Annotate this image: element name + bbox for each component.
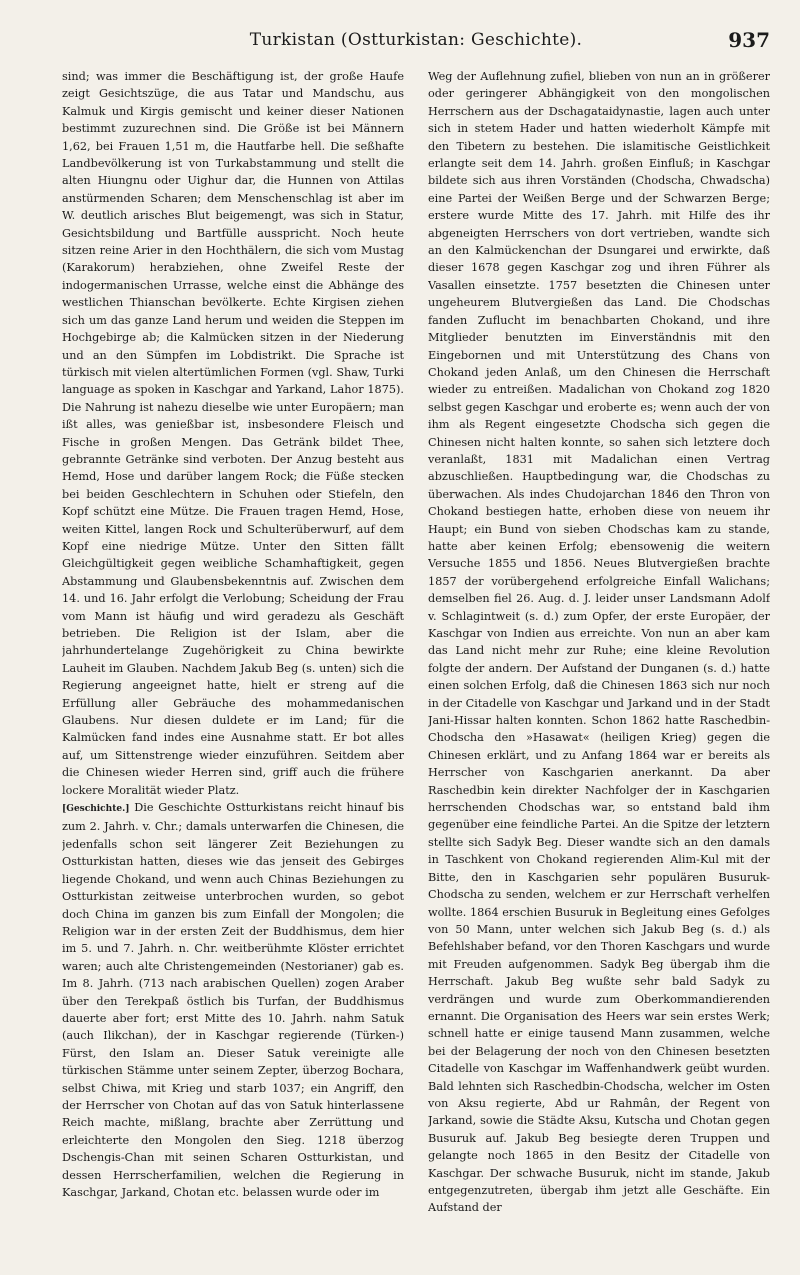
history-text: Die Geschichte Ostturkistans reicht hinauf bis zum 2. Jahrh. v. Chr.; damals unterwarfen die Chinesen, die jedenfalls schon seit längerer Zeit Beziehungen zu Ostturkistan hatten, dieses wie das jenseit des Gebirges liegende Chokand, und wenn auch Chinas Beziehungen zu Ostturkistan zeitweise unterbrochen wurden, so gebot doch China im ganzen bis zum Einfall der Mongolen; die Religion war in der ersten Zeit der Buddhismus, dem hier im 5. und 7. Jahrh. n. Chr. weitberühmte Klöster errichtet waren; auch alte Christengemeinden (Nestorianer) gab es. Im 8. Jahrh. (713 nach arabischen Quellen) zogen Araber über den Terekpaß östlich bis Turfan, der Buddhismus dauerte aber fort; erst Mitte des 10. Jahrh. nahm Satuk (auch Ilikchan), der in Kaschgar regierende (Türken-) Fürst, den Islam an. Dieser Satuk vereinigte alle türkischen Stämme unter seinem Zepter, überzog Bochara, selbst Chiwa, mit Krieg und starb 1037; ein Angriff, den der Herrscher von Chotan auf das von Satuk hinterlassene Reich machte, mißlang, brachte aber Zerrüttung und erleichterte den Mongolen den Sieg. 1218 überzog Dschengis-Chan mit seinen Scharen Ostturkistan, und dessen Herrscherfamilien, welchen die Regierung in Kaschgar, Jarkand, Chotan etc. belassen wurde oder im: [62, 801, 404, 1199]
right-column: [428, 68, 770, 1258]
page-number: 937: [728, 28, 770, 52]
paragraph-history: [62, 799, 404, 1201]
page-header: [62, 30, 770, 58]
running-title: Turkistan (Ostturkistan: Geschichte).: [249, 30, 583, 50]
paragraph-ethnography: sind; was immer die Beschäftigung ist, der große Haufe zeigt Gesichtszüge, die aus Tatar und Mandschu, aus Kalmuk und Kirgis gemischt und keiner dieser Nationen bestimmt zuzurechnen sind. Die Größe ist bei Männern 1,62, bei Frauen 1,51 m, die Hautfarbe hell. Die seßhafte Landbevölkerung ist von Turkabstammung und stellt die alten Hiungnu oder Uighur dar, die Hunnen von Attilas anstürmenden Scharen; dem Menschenschlag ist aber im W. deutlich arisches Blut beigemengt, was sich in Statur, Gesichtsbildung und Bartfülle ausspricht. Noch heute sitzen reine Arier in den Hochthälern, die sich vom Mustag (Karakorum) herabziehen, ohne Zweifel Reste der indogermanischen Urrasse, welche einst die Abhänge des westlichen Thianschan bevölkerte. Echte Kirgisen ziehen sich um das ganze Land herum und weiden die Steppen im Hochgebirge ab; die Kalmücken sitzen in der Niederung und an den Sümpfen im Lobdistrikt. Die Sprache ist türkisch mit vielen altertümlichen Formen (vgl. Shaw, Turki language as spoken in Kaschgar and Yarkand, Lahor 1875). Die Nahrung ist nahezu dieselbe wie unter Europäern; man ißt alles, was genießbar ist, insbesondere Fleisch und Fische in großen Mengen. Das Getränk bildet Thee, gebrannte Getränke sind verboten. Der Anzug besteht aus Hemd, Hose und darüber langem Rock; die Füße stecken bei beiden Geschlechtern in Schuhen oder Stiefeln, den Kopf schützt eine Mütze. Die Frauen tragen Hemd, Hose, weiten Kittel, langen Rock und Schulterüberwurf, auf dem Kopf eine niedrige Mütze. Unter den Sitten fällt Gleichgültigkeit gegen weibliche Schamhaftigkeit, gegen Abstammung und Glaubensbekenntnis auf. Zwischen dem 14. und 16. Jahr erfolgt die Verlobung; Scheidung der Frau vom Mann ist häufig und wird geradezu als Geschäft betrieben. Die Religion ist der Islam, aber die jahrhundertelange Zugehörigkeit zu China bewirkte Lauheit im Glauben. Nachdem Jakub Beg (s. unten) sich die Regierung angeeignet hatte, hielt er streng auf die Erfüllung aller Gebräuche des mohammedanischen Glaubens. Nur diesen duldete er im Land; für die Kalmücken fand indes eine Ausnahme statt. Er bot alles auf, um Sittenstrenge wieder einzuführen. Seitdem aber die Chinesen wieder Herren sind, griff auch die frühere lockere Moralität wieder Platz.: [62, 70, 404, 797]
left-column: [62, 68, 404, 1258]
paragraph-history-continued: Weg der Auflehnung zufiel, blieben von nun an in größerer oder geringerer Abhängigkeit von den mongolischen Herrschern aus der Dschagataidynastie, lagen auch unter sich in stetem Hader und hatten wiederholt Kämpfe mit den Tibetern zu bestehen. Die islamitische Geistlichkeit erlangte seit dem 14. Jahrh. großen Einfluß; in Kaschgar bildete sich aus ihren Vorständen (Chodscha, Chwadscha) eine Partei der Weißen Berge und der Schwarzen Berge; erstere wurde Mitte des 17. Jahrh. mit Hilfe des ihr abgeneigten Herrschers von dort vertrieben, wandte sich an den Kalmückenchan der Dsungarei und erwirkte, daß dieser 1678 gegen Kaschgar zog und ihren Führer als Vasallen einsetzte. 1757 besetzten die Chinesen unter ungeheurem Blutvergießen das Land. Die Chodschas fanden Zuflucht im benachbarten Chokand, und ihre Mitglieder benutzten im Einverständnis mit den Eingebornen und mit Unterstützung des Chans von Chokand jeden Anlaß, um den Chinesen die Herrschaft wieder zu entreißen. Madalichan von Chokand zog 1820 selbst gegen Kaschgar und eroberte es; wenn auch der von ihm als Regent eingesetzte Chodscha sich gegen die Chinesen nicht halten konnte, so sahen sich letztere doch veranlaßt, 1831 mit Madalichan einen Vertrag abzuschließen. Hauptbedingung war, die Chodschas zu überwachen. Als indes Chudojarchan 1846 den Thron von Chokand bestiegen hatte, erhoben diese von neuem ihr Haupt; ein Bund von sieben Chodschas kam zu stande, hatte aber keinen Erfolg; ebensowenig die weitern Versuche 1855 und 1856. Neues Blutvergießen brachte 1857 der vorübergehend erfolgreiche Einfall Walichans; demselben fiel 26. Aug. d. J. leider unser Landsmann Adolf v. Schlagintweit (s. d.) zum Opfer, der erste Europäer, der Kaschgar von Indien aus erreichte. Von nun an aber kam das Land nicht mehr zur Ruhe; eine kleine Revolution folgte der andern. Der Aufstand der Dunganen (s. d.) hatte einen solchen Erfolg, daß die Chinesen 1863 sich nur noch in der Citadelle von Kaschgar und Jarkand und in der Stadt Jani-Hissar halten konnten. Schon 1862 hatte Raschedbin-Chodscha den »Hasawat« (heiligen Krieg) gegen die Chinesen erklärt, und zu Anfang 1864 war er bereits als Herrscher von Kaschgarien anerkannt. Da aber Raschedbin kein direkter Nachfolger der in Kaschgarien herrschenden Chodschas war, so entstand bald ihm gegenüber eine feindliche Partei. An die Spitze der letztern stellte sich Sadyk Beg. Dieser wandte sich an den damals in Taschkent von Chokand regierenden Alim-Kul mit der Bitte, den in Kaschgarien sehr populären Busuruk-Chodscha zu senden, welchem er zur Herrschaft verhelfen wollte. 1864 erschien Busuruk in Begleitung eines Gefolges von 50 Mann, unter welchen sich Jakub Beg (s. d.) als Befehlshaber befand, vor den Thoren Kaschgars und wurde mit Freuden aufgenommen. Sadyk Beg übergab ihm die Herrschaft. Jakub Beg wußte sehr bald Sadyk zu verdrängen und wurde zum Oberkommandierenden ernannt. Die Organisation des Heers war sein erstes Werk; schnell hatte er einige tausend Mann zusammen, welche bei der Belagerung der noch von den Chinesen besetzten Citadelle von Kaschgar im Waffenhandwerk geübt wurden. Bald lehnten sich Raschedbin-Chodscha, welcher im Osten von Aksu regierte, Abd ur Rahmân, der Regent von Jarkand, sowie die Städte Aksu, Kutscha und Chotan gegen Busuruk auf. Jakub Beg besiegte deren Truppen und gelangte noch 1865 in den Besitz der Citadelle von Kaschgar. Der schwache Busuruk, nicht im stande, Jakub entgegenzutreten, übergab ihm jetzt alle Geschäfte. Ein Aufstand der: [428, 70, 770, 1215]
section-label-history: [Geschichte.]: [62, 804, 130, 815]
